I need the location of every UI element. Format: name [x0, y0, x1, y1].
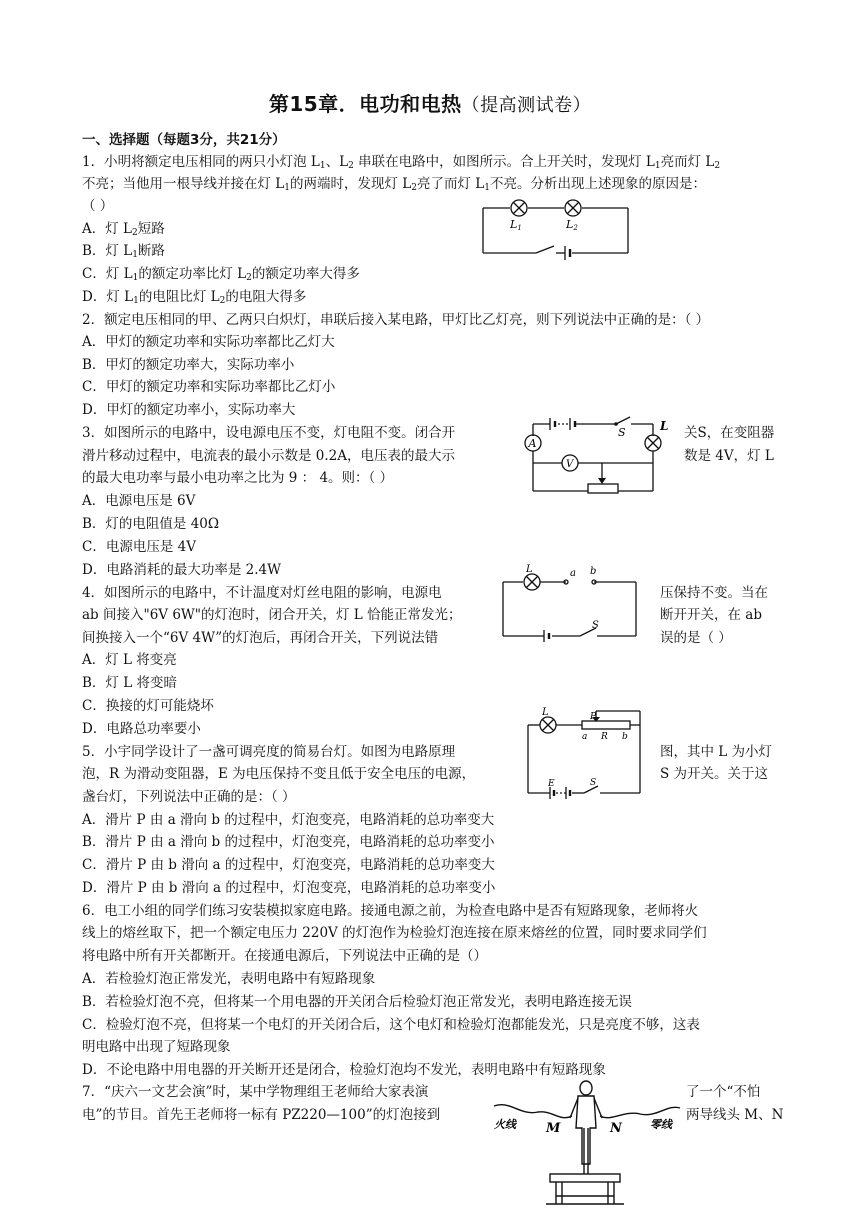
q7-line-2-right: 两导线头 M、N	[686, 1107, 784, 1123]
q3-fig-voltmeter-label: V	[566, 459, 574, 470]
q3-fig-lamp-label: L	[660, 419, 669, 433]
q3-option-a: A．电源电压是 6V	[82, 493, 196, 509]
q5-fig-end-b: b	[622, 732, 628, 742]
q7-line-1: 7．“庆六一文艺会演”时，某中学物理组王老师给大家表演	[82, 1084, 429, 1100]
q2-option-d: D．甲灯的额定功率小，实际功率大	[82, 402, 296, 418]
q1-line-1: 1．小明将额定电压相同的两只小灯泡 $L_1$、$L_2$ 串联在电路中，如图所示。合上开关时，发现灯 $L_1$亮而灯 $L_2$	[82, 154, 721, 171]
q4-line-1-right: 压保持不变。当在	[660, 585, 768, 601]
q6-option-a: A．若检验灯泡正常发光，表明电路中有短路现象	[82, 971, 376, 987]
q7-fig-live-wire-label: 火线	[494, 1118, 516, 1131]
q4-line-1: 4．如图所示的电路中，不计温度对灯丝电阻的影响，电源电	[82, 585, 442, 601]
q2-option-a: A．甲灯的额定功率和实际功率都比乙灯大	[82, 334, 335, 350]
q7-fig-neutral-wire-label: 零线	[650, 1118, 672, 1131]
q6-line-2: 线上的熔丝取下，把一个额定电压力 220V 的灯泡作为检验灯泡连接在原来熔丝的位置，同时要求同学们	[82, 925, 707, 941]
q5-option-c: C．滑片 P 由 b 滑向 a 的过程中，灯泡变亮，电路消耗的总功率变大	[82, 857, 495, 873]
q2-option-b: B．甲灯的额定功率大，实际功率小	[82, 357, 295, 373]
title-main: 第15章．电功和电热	[268, 92, 462, 116]
q4-line-2-right: 断开开关，在 ab	[660, 607, 762, 623]
q5-line-3: 盏台灯，下列说法中正确的是：（ ）	[82, 789, 296, 805]
q5-fig-rheostat-label: R	[601, 732, 608, 742]
q5-option-d: D．滑片 P 由 b 滑向 a 的过程中，灯泡变亮，电路消耗的总功率变小	[82, 880, 496, 896]
q5-option-a: A．滑片 P 由 a 滑向 b 的过程中，灯泡变亮，电路消耗的总功率变大	[82, 812, 495, 828]
q1-option-c: C．灯 $L_1$的额定功率比灯 $L_2$的额定功率大得多	[82, 266, 360, 283]
q3-fig-ammeter-label: A	[528, 437, 537, 450]
section-heading: 一、选择题（每题3分，共21分）	[82, 132, 286, 148]
q1-answer-paren: （ ）	[82, 198, 114, 214]
q6-line-1: 6．电工小组的同学们练习安装模拟家庭电路。接通电源之前，为检查电路中是否有短路现象，老师将火	[82, 903, 699, 919]
q5-line-2-right: S 为开关。关于这	[660, 766, 769, 782]
q3-option-c: C．电源电压是 4V	[82, 539, 196, 555]
q1-option-d: D．灯 $L_1$的电阻比灯 $L_2$的电阻大得多	[82, 289, 307, 306]
q4-line-3: 间换接入一个“6V 4W”的灯泡后，再闭合开关，下列说法错	[82, 630, 439, 646]
title-sub: （提高测试卷）	[461, 95, 592, 116]
q6-option-b: B．若检验灯泡不亮，但将某一个用电器的开关闭合后检验灯泡正常发光，表明电路连接无误	[82, 994, 632, 1010]
q4-option-a: A．灯 L 将变亮	[82, 652, 177, 668]
q4-fig-lamp-label: L	[526, 564, 533, 575]
q3-option-d: D．电路消耗的最大功率是 2.4W	[82, 562, 281, 578]
q5-fig-source-label: E	[548, 779, 555, 789]
q4-fig-point-a: a	[570, 568, 576, 579]
q7-line-1-right: 了一个“不怕	[686, 1084, 761, 1100]
q6-option-c-line-2: 明电路中出现了短路现象	[82, 1039, 231, 1055]
q5-line-2: 泡，R 为滑动变阻器，E 为电压保持不变且低于安全电压的电源，	[82, 766, 476, 782]
q3-circuit-diagram	[518, 410, 678, 496]
q5-fig-end-a: a	[582, 732, 588, 742]
q3-line-1-right: 关S，在变阻器	[684, 425, 775, 441]
q7-line-2: 电”的节目。首先王老师将一标有 PZ220—100”的灯泡接到	[82, 1107, 441, 1123]
q5-fig-lamp-label: L	[542, 707, 549, 718]
q4-option-c: C．换接的灯可能烧坏	[82, 698, 214, 714]
q7-fig-point-m: M	[546, 1121, 561, 1136]
page-title	[0, 88, 860, 117]
q4-option-d: D．电路总功率要小	[82, 721, 201, 737]
q3-line-2-right: 数是 4V，灯 L	[684, 448, 774, 464]
q1-circuit-diagram	[478, 196, 638, 260]
q7-fig-point-n: N	[610, 1121, 622, 1136]
q1-fig-label-l1: L1	[510, 218, 522, 232]
q4-line-2: ab 间接入"6V 6W"的灯泡时，闭合开关，灯 L 恰能正常发光；	[82, 607, 462, 623]
q5-fig-slider-label: P	[590, 712, 597, 722]
q1-fig-label-l2: L2	[566, 218, 578, 232]
q1-line-2: 不亮；当他用一根导线并接在灯 $L_1$的两端时，发现灯 $L_2$亮了而灯 $L_1$不亮。分析出现上述现象的原因是：	[82, 176, 706, 193]
q1-option-a: A．灯 $L_2$短路	[82, 221, 165, 238]
q4-circuit-diagram	[498, 562, 643, 644]
q3-line-1: 3．如图所示的电路中，设电源电压不变，灯电阻不变。闭合开	[82, 425, 456, 441]
q7-person-illustration	[490, 1076, 684, 1208]
q6-option-c-line-1: C．检验灯泡不亮，但将某一个电灯的开关闭合后，这个电灯和检验灯泡都能发光，只是亮度不够，这表	[82, 1017, 700, 1033]
q6-line-3: 将电路中所有开关都断开。在接通电源后，下列说法中正确的是（）	[82, 948, 487, 964]
q4-line-3-right: 误的是（ ）	[660, 630, 732, 646]
q4-fig-switch-label: S	[592, 620, 599, 631]
q5-line-1-right: 图，其中 L 为小灯	[660, 744, 773, 760]
q5-option-b: B．滑片 P 由 a 滑向 b 的过程中，灯泡变亮，电路消耗的总功率变小	[82, 834, 495, 850]
q5-line-1: 5．小宇同学设计了一盏可调亮度的简易台灯。如图为电路原理	[82, 744, 456, 760]
q3-line-2: 滑片移动过程中，电流表的最小示数是 0.2A，电压表的最大示	[82, 448, 456, 464]
q5-fig-switch-label: S	[590, 778, 597, 788]
q3-line-3: 的最大电功率与最小电功率之比为 9 ： 4。则：（ ）	[82, 470, 394, 486]
q3-fig-switch-label: S	[618, 426, 626, 439]
q5-circuit-diagram	[518, 705, 648, 805]
q1-option-b: B．灯 $L_1$断路	[82, 243, 165, 260]
q6-option-d: D．不论电路中用电器的开关断开还是闭合，检验灯泡均不发光，表明电路中有短路现象	[82, 1062, 606, 1078]
q4-fig-point-b: b	[590, 566, 597, 577]
q3-option-b: B．灯的电阻值是 40Ω	[82, 516, 220, 532]
q2-option-c: C．甲灯的额定功率和实际功率都比乙灯小	[82, 379, 336, 395]
q4-option-b: B．灯 L 将变暗	[82, 675, 177, 691]
q2-stem: 2．额定电压相同的甲、乙两只白炽灯，串联后接入某电路，甲灯比乙灯亮，则下列说法中正确的是：（ ）	[82, 312, 710, 328]
